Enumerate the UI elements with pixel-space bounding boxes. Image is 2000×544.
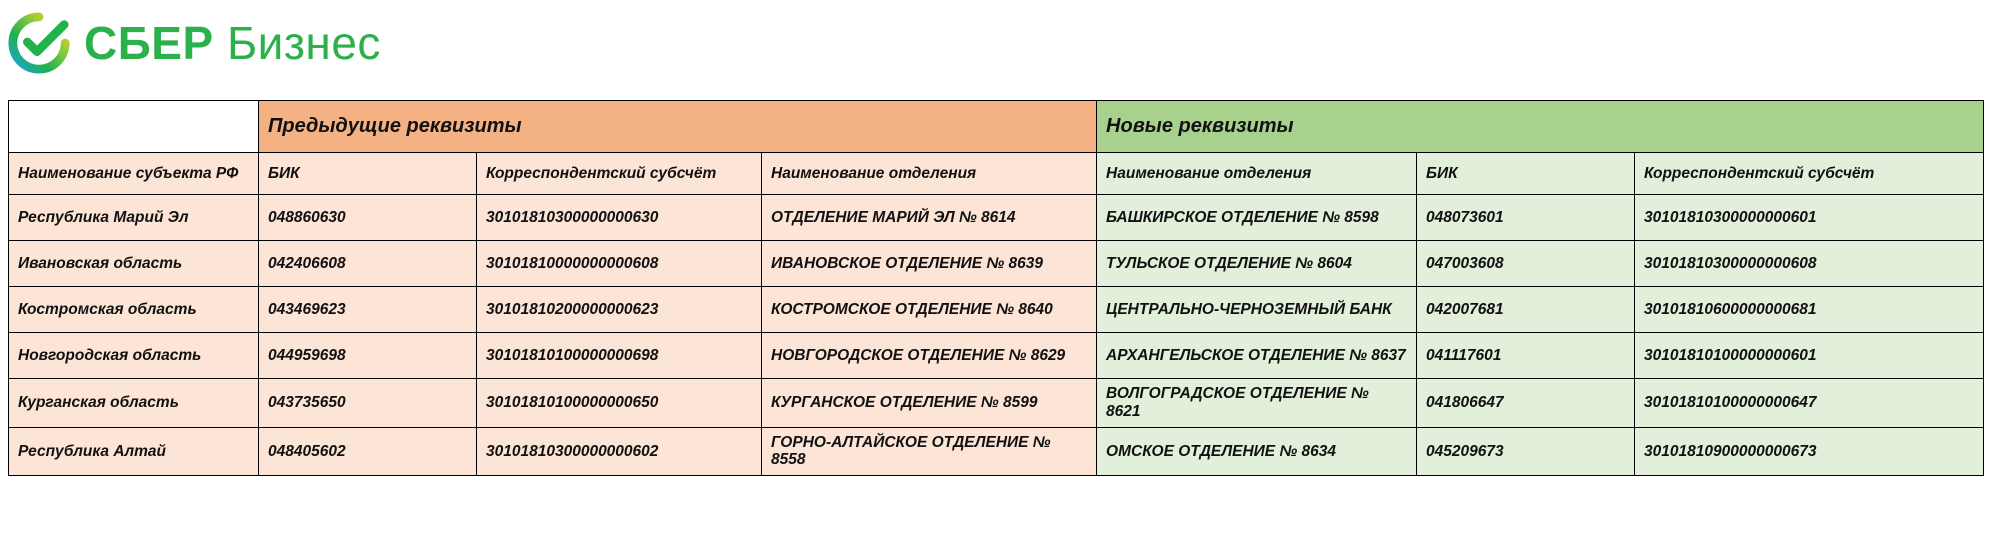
column-header-new-dept: Наименование отделения <box>1097 153 1417 195</box>
cell-new-corr: 30101810600000000681 <box>1635 287 1984 333</box>
cell-old-corr: 30101810100000000698 <box>477 333 762 379</box>
table-group-header-row <box>9 101 1984 153</box>
table-row <box>9 379 1984 428</box>
cell-new-corr: 30101810300000000601 <box>1635 195 1984 241</box>
table-column-header-row <box>9 153 1984 195</box>
cell-subject: Курганская область <box>9 379 259 428</box>
group-header-blank <box>9 101 259 153</box>
cell-subject: Костромская область <box>9 287 259 333</box>
cell-new-bik: 042007681 <box>1417 287 1635 333</box>
group-header-old: Предыдущие реквизиты <box>259 101 1097 153</box>
cell-old-bik: 048405602 <box>259 427 477 476</box>
cell-new-bik: 045209673 <box>1417 427 1635 476</box>
cell-old-bik: 044959698 <box>259 333 477 379</box>
cell-new-dept: ЦЕНТРАЛЬНО-ЧЕРНОЗЕМНЫЙ БАНК <box>1097 287 1417 333</box>
requisites-table-wrapper <box>8 100 1992 476</box>
cell-old-bik: 042406608 <box>259 241 477 287</box>
cell-new-bik: 047003608 <box>1417 241 1635 287</box>
brand-name-primary: СБЕР <box>84 17 214 69</box>
column-header-new-bik: БИК <box>1417 153 1635 195</box>
requisites-table <box>8 100 1984 476</box>
cell-new-dept: БАШКИРСКОЕ ОТДЕЛЕНИЕ № 8598 <box>1097 195 1417 241</box>
group-header-new: Новые реквизиты <box>1097 101 1984 153</box>
table-row <box>9 287 1984 333</box>
table-row <box>9 427 1984 476</box>
brand-header <box>8 6 381 80</box>
cell-new-corr: 30101810100000000647 <box>1635 379 1984 428</box>
cell-new-dept: ТУЛЬСКОЕ ОТДЕЛЕНИЕ № 8604 <box>1097 241 1417 287</box>
cell-new-corr: 30101810900000000673 <box>1635 427 1984 476</box>
table-row <box>9 333 1984 379</box>
cell-old-dept: НОВГОРОДСКОЕ ОТДЕЛЕНИЕ № 8629 <box>762 333 1097 379</box>
cell-old-dept: КОСТРОМСКОЕ ОТДЕЛЕНИЕ № 8640 <box>762 287 1097 333</box>
cell-new-corr: 30101810300000000608 <box>1635 241 1984 287</box>
cell-new-dept: АРХАНГЕЛЬСКОЕ ОТДЕЛЕНИЕ № 8637 <box>1097 333 1417 379</box>
cell-subject: Ивановская область <box>9 241 259 287</box>
sber-circle-logo-icon <box>8 12 70 74</box>
column-header-new-corr: Корреспондентский субсчёт <box>1635 153 1984 195</box>
brand-name <box>84 16 381 70</box>
cell-new-corr: 30101810100000000601 <box>1635 333 1984 379</box>
table-row <box>9 195 1984 241</box>
column-header-subject: Наименование субъекта РФ <box>9 153 259 195</box>
cell-old-corr: 30101810000000000608 <box>477 241 762 287</box>
cell-new-bik: 048073601 <box>1417 195 1635 241</box>
table-row <box>9 241 1984 287</box>
cell-old-bik: 048860630 <box>259 195 477 241</box>
cell-new-bik: 041806647 <box>1417 379 1635 428</box>
cell-new-bik: 041117601 <box>1417 333 1635 379</box>
cell-new-dept: ВОЛГОГРАДСКОЕ ОТДЕЛЕНИЕ № 8621 <box>1097 379 1417 428</box>
cell-new-dept: ОМСКОЕ ОТДЕЛЕНИЕ № 8634 <box>1097 427 1417 476</box>
column-header-old-bik: БИК <box>259 153 477 195</box>
cell-old-dept: ГОРНО-АЛТАЙСКОЕ ОТДЕЛЕНИЕ № 8558 <box>762 427 1097 476</box>
cell-old-bik: 043735650 <box>259 379 477 428</box>
brand-name-secondary: Бизнес <box>226 17 381 69</box>
cell-subject: Республика Марий Эл <box>9 195 259 241</box>
column-header-old-dept: Наименование отделения <box>762 153 1097 195</box>
cell-old-dept: ИВАНОВСКОЕ ОТДЕЛЕНИЕ № 8639 <box>762 241 1097 287</box>
cell-subject: Республика Алтай <box>9 427 259 476</box>
cell-old-dept: ОТДЕЛЕНИЕ МАРИЙ ЭЛ № 8614 <box>762 195 1097 241</box>
column-header-old-corr: Корреспондентский субсчёт <box>477 153 762 195</box>
cell-old-bik: 043469623 <box>259 287 477 333</box>
cell-old-corr: 30101810100000000650 <box>477 379 762 428</box>
cell-old-dept: КУРГАНСКОЕ ОТДЕЛЕНИЕ № 8599 <box>762 379 1097 428</box>
cell-old-corr: 30101810300000000630 <box>477 195 762 241</box>
cell-old-corr: 30101810200000000623 <box>477 287 762 333</box>
cell-subject: Новгородская область <box>9 333 259 379</box>
cell-old-corr: 30101810300000000602 <box>477 427 762 476</box>
